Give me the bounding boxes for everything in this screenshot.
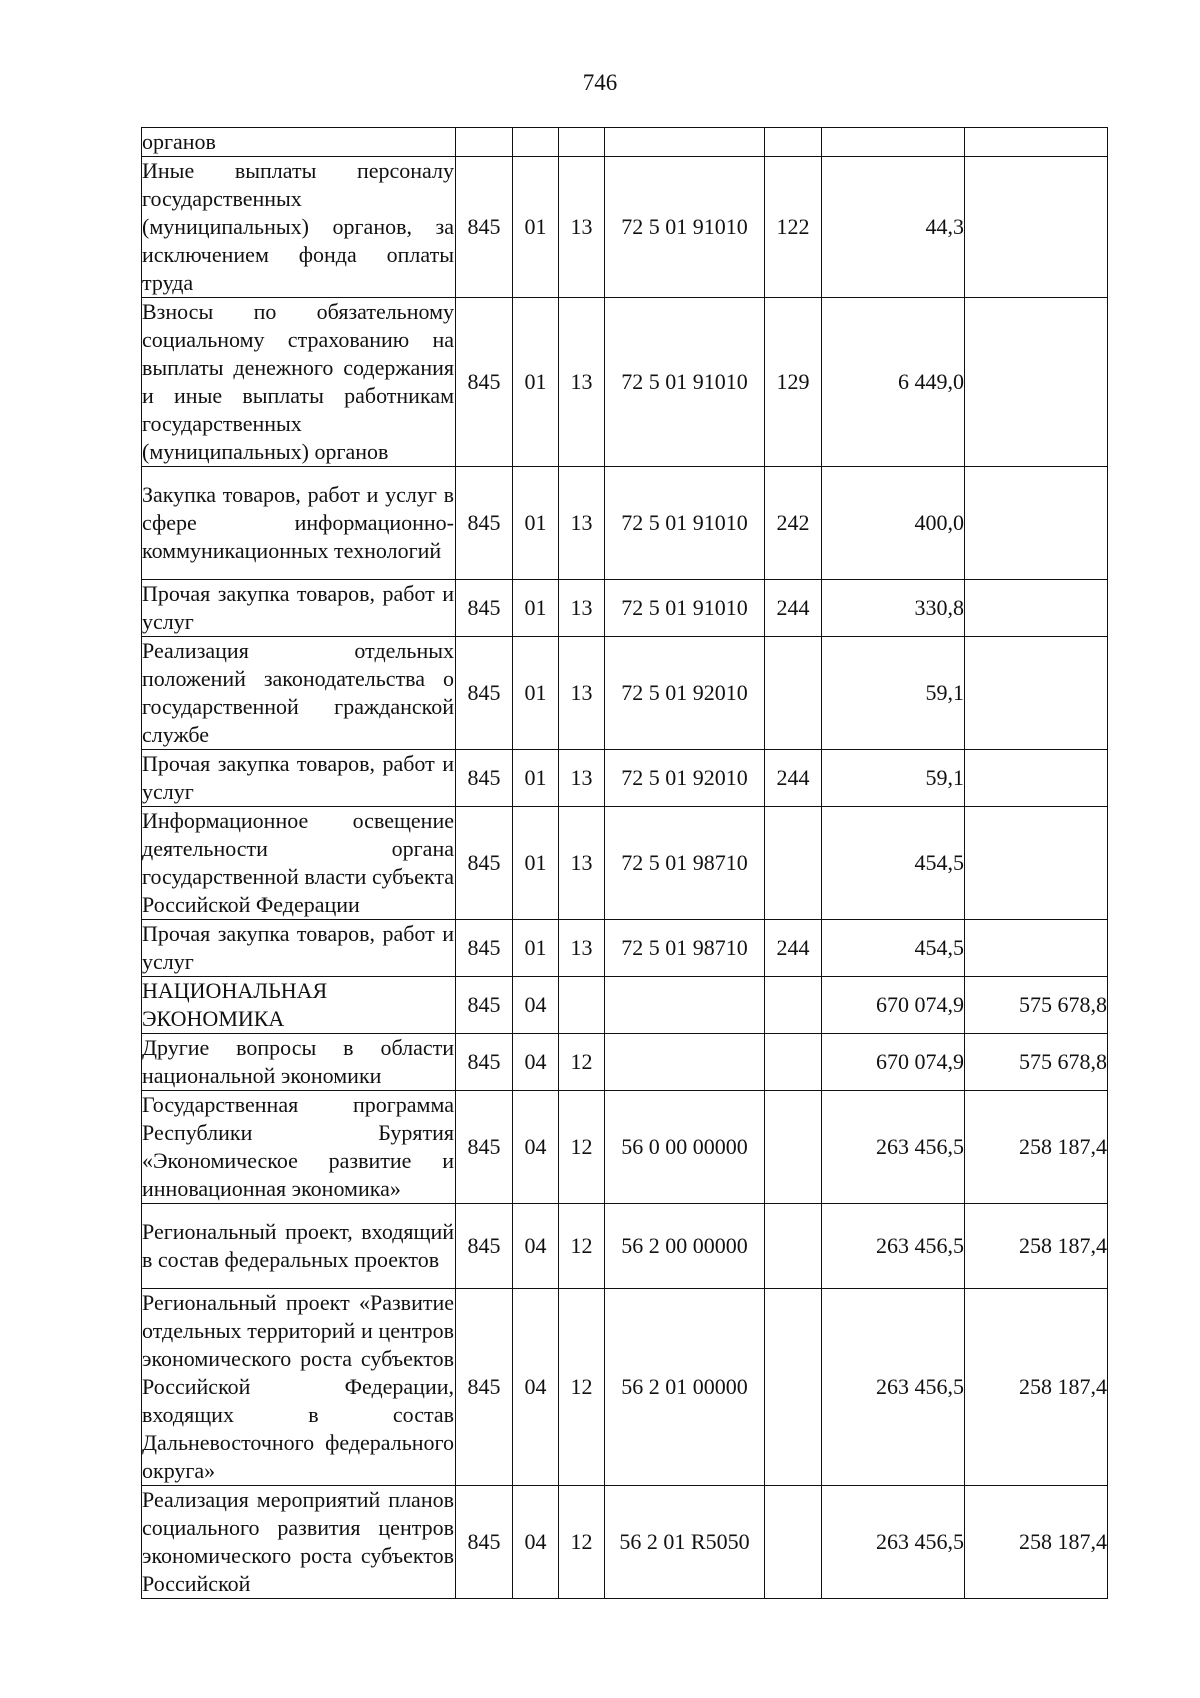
target-article-code: 72 5 01 91010 (605, 298, 765, 467)
section-code: 01 (513, 580, 559, 637)
amount-second (965, 467, 1108, 580)
row-description: Региональный проект «Развитие отдельных территорий и центров экономического роста субъектов Российской Федерации, входящих в состав Дальневосточного федерального округа» (142, 1289, 456, 1486)
target-article-code: 72 5 01 98710 (605, 807, 765, 920)
row-description: Региональный проект, входящий в состав федеральных проектов (142, 1204, 456, 1289)
subsection-code (559, 977, 605, 1034)
department-code: 845 (456, 920, 513, 977)
expense-type-code: 244 (765, 920, 822, 977)
table-row (142, 298, 1108, 467)
target-article-code (605, 977, 765, 1034)
target-article-code: 72 5 01 92010 (605, 750, 765, 807)
department-code: 845 (456, 977, 513, 1034)
expense-type-code (765, 1091, 822, 1204)
subsection-code: 13 (559, 467, 605, 580)
table-row (142, 580, 1108, 637)
subsection-code: 13 (559, 157, 605, 298)
subsection-code (559, 128, 605, 157)
section-code: 04 (513, 1204, 559, 1289)
section-code: 04 (513, 1486, 559, 1599)
amount-second: 575 678,8 (965, 977, 1108, 1034)
subsection-code: 12 (559, 1486, 605, 1599)
department-code: 845 (456, 807, 513, 920)
subsection-code: 13 (559, 920, 605, 977)
section-code: 01 (513, 467, 559, 580)
amount-first: 59,1 (822, 750, 965, 807)
row-description: Другие вопросы в области национальной экономики (142, 1034, 456, 1091)
table-row (142, 920, 1108, 977)
amount-second (965, 920, 1108, 977)
target-article-code: 72 5 01 91010 (605, 580, 765, 637)
target-article-code: 56 2 01 R5050 (605, 1486, 765, 1599)
expense-type-code (765, 1204, 822, 1289)
expense-type-code (765, 807, 822, 920)
subsection-code: 13 (559, 637, 605, 750)
amount-second (965, 637, 1108, 750)
department-code: 845 (456, 1486, 513, 1599)
row-description: Прочая закупка товаров, работ и услуг (142, 920, 456, 977)
amount-first: 670 074,9 (822, 977, 965, 1034)
row-description: Государственная программа Республики Бурятия «Экономическое развитие и инновационная экономика» (142, 1091, 456, 1204)
table-row (142, 1486, 1108, 1599)
amount-second (965, 750, 1108, 807)
row-description: Закупка товаров, работ и услуг в сфере информационно-коммуникационных технологий (142, 467, 456, 580)
row-description: Иные выплаты персоналу государственных (муниципальных) органов, за исключением фонда оплаты труда (142, 157, 456, 298)
target-article-code (605, 1034, 765, 1091)
amount-second (965, 157, 1108, 298)
amount-second (965, 128, 1108, 157)
amount-first: 59,1 (822, 637, 965, 750)
expense-type-code (765, 637, 822, 750)
expense-type-code (765, 1034, 822, 1091)
budget-table (141, 127, 1108, 1599)
row-description: Реализация мероприятий планов социального развития центров экономического роста субъектов Российской (142, 1486, 456, 1599)
department-code (456, 128, 513, 157)
section-code: 04 (513, 1289, 559, 1486)
department-code: 845 (456, 1091, 513, 1204)
subsection-code: 12 (559, 1289, 605, 1486)
amount-first: 263 456,5 (822, 1289, 965, 1486)
department-code: 845 (456, 467, 513, 580)
target-article-code: 56 2 01 00000 (605, 1289, 765, 1486)
table-row (142, 467, 1108, 580)
row-description: НАЦИОНАЛЬНАЯ ЭКОНОМИКА (142, 977, 456, 1034)
amount-first: 263 456,5 (822, 1091, 965, 1204)
expense-type-code: 244 (765, 750, 822, 807)
amount-second (965, 298, 1108, 467)
department-code: 845 (456, 637, 513, 750)
expense-type-code (765, 128, 822, 157)
subsection-code: 12 (559, 1091, 605, 1204)
expense-type-code (765, 977, 822, 1034)
section-code: 01 (513, 157, 559, 298)
amount-second: 258 187,4 (965, 1091, 1108, 1204)
target-article-code: 56 2 00 00000 (605, 1204, 765, 1289)
amount-first (822, 128, 965, 157)
table-row (142, 128, 1108, 157)
row-description: органов (142, 128, 456, 157)
amount-second: 258 187,4 (965, 1289, 1108, 1486)
page-number: 746 (582, 70, 618, 95)
section-code: 01 (513, 920, 559, 977)
expense-type-code (765, 1289, 822, 1486)
row-description: Реализация отдельных положений законодательства о государственной гражданской службе (142, 637, 456, 750)
section-code: 01 (513, 750, 559, 807)
target-article-code: 72 5 01 98710 (605, 920, 765, 977)
table-row (142, 807, 1108, 920)
department-code: 845 (456, 157, 513, 298)
amount-first: 6 449,0 (822, 298, 965, 467)
table-row (142, 1034, 1108, 1091)
subsection-code: 13 (559, 298, 605, 467)
expense-type-code: 242 (765, 467, 822, 580)
table-row (142, 637, 1108, 750)
amount-first: 454,5 (822, 920, 965, 977)
subsection-code: 13 (559, 750, 605, 807)
department-code: 845 (456, 750, 513, 807)
target-article-code: 72 5 01 91010 (605, 467, 765, 580)
subsection-code: 13 (559, 580, 605, 637)
row-description: Взносы по обязательному социальному страхованию на выплаты денежного содержания и иные выплаты работникам государственных (муниципальных) органов (142, 298, 456, 467)
amount-first: 263 456,5 (822, 1204, 965, 1289)
amount-second: 575 678,8 (965, 1034, 1108, 1091)
section-code: 01 (513, 298, 559, 467)
amount-second: 258 187,4 (965, 1486, 1108, 1599)
section-code (513, 128, 559, 157)
table-row (142, 1091, 1108, 1204)
amount-second (965, 807, 1108, 920)
expense-type-code: 122 (765, 157, 822, 298)
amount-first: 44,3 (822, 157, 965, 298)
row-description: Прочая закупка товаров, работ и услуг (142, 750, 456, 807)
section-code: 04 (513, 977, 559, 1034)
subsection-code: 12 (559, 1034, 605, 1091)
section-code: 04 (513, 1034, 559, 1091)
target-article-code: 72 5 01 92010 (605, 637, 765, 750)
target-article-code: 56 0 00 00000 (605, 1091, 765, 1204)
section-code: 01 (513, 807, 559, 920)
amount-first: 454,5 (822, 807, 965, 920)
subsection-code: 12 (559, 1204, 605, 1289)
subsection-code: 13 (559, 807, 605, 920)
table-row (142, 157, 1108, 298)
expense-type-code: 244 (765, 580, 822, 637)
row-description: Прочая закупка товаров, работ и услуг (142, 580, 456, 637)
target-article-code (605, 128, 765, 157)
expense-type-code (765, 1486, 822, 1599)
table-row (142, 1289, 1108, 1486)
amount-first: 263 456,5 (822, 1486, 965, 1599)
amount-second: 258 187,4 (965, 1204, 1108, 1289)
department-code: 845 (456, 1289, 513, 1486)
department-code: 845 (456, 1204, 513, 1289)
target-article-code: 72 5 01 91010 (605, 157, 765, 298)
table-row (142, 977, 1108, 1034)
department-code: 845 (456, 580, 513, 637)
department-code: 845 (456, 298, 513, 467)
department-code: 845 (456, 1034, 513, 1091)
amount-first: 670 074,9 (822, 1034, 965, 1091)
section-code: 01 (513, 637, 559, 750)
row-description: Информационное освещение деятельности органа государственной власти субъекта Российской Федерации (142, 807, 456, 920)
table-row (142, 1204, 1108, 1289)
expense-type-code: 129 (765, 298, 822, 467)
table-row (142, 750, 1108, 807)
amount-first: 400,0 (822, 467, 965, 580)
section-code: 04 (513, 1091, 559, 1204)
amount-first: 330,8 (822, 580, 965, 637)
amount-second (965, 580, 1108, 637)
